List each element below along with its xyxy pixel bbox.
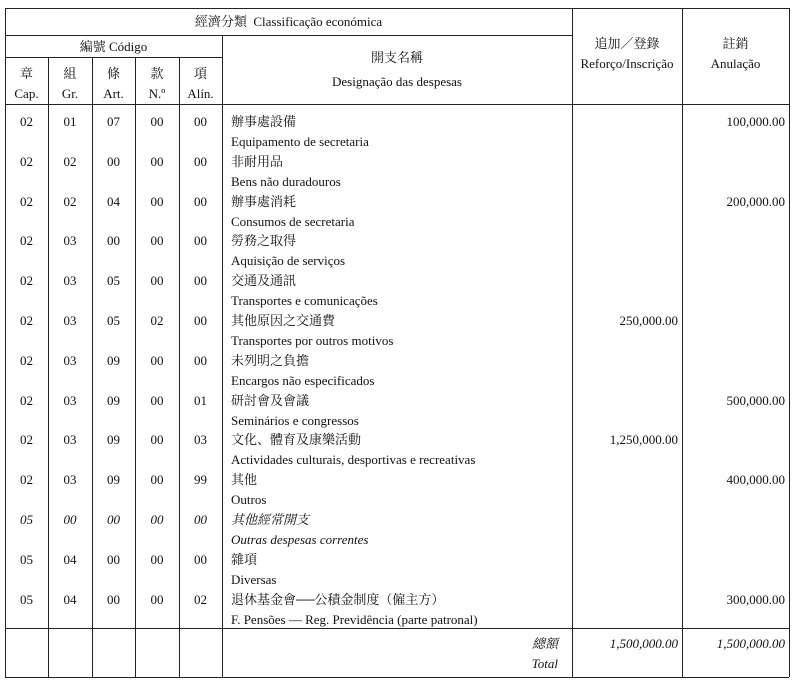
col-header-art	[92, 64, 135, 104]
grid-line	[5, 8, 789, 9]
col-header-pt: Art.	[103, 86, 124, 101]
code-cell: 02	[63, 153, 77, 169]
designation-pt: Outros	[231, 492, 267, 508]
grid-line	[5, 104, 789, 105]
code-cell: 09	[107, 392, 120, 408]
code-cell: 03	[63, 233, 77, 249]
economic-classification-header	[5, 14, 572, 30]
code-cell: 02	[20, 352, 33, 368]
code-cell: 00	[150, 153, 164, 169]
designation-pt: Aquisição de serviços	[231, 253, 346, 269]
designation-zh: 研討會及會議	[231, 392, 310, 408]
col-header-pt: Cap.	[14, 86, 39, 101]
designation-cell	[231, 470, 266, 510]
code-cell: 03	[63, 273, 77, 289]
designation-pt: F. Pensões — Reg. Previdência (parte patronal)	[231, 611, 478, 627]
designation-cell	[231, 351, 374, 391]
grid-line	[572, 8, 573, 677]
col-header-zh: 章	[19, 66, 33, 81]
grid-line	[5, 8, 6, 677]
code-cell: 04	[63, 551, 77, 567]
code-cell: 02	[20, 114, 33, 129]
code-cell: 02	[20, 392, 33, 408]
anulacao-cell: 300,000.00	[726, 591, 785, 607]
anulacao-cell: 100,000.00	[726, 114, 785, 129]
code-cell: 02	[20, 273, 33, 289]
code-pt: Código	[108, 39, 148, 54]
code-cell: 02	[194, 591, 207, 607]
code-cell: 00	[194, 551, 207, 567]
designation-pt: Transportes e comunicações	[231, 293, 378, 309]
code-cell: 99	[194, 472, 207, 488]
designation-zh: 退休基金會──公積金制度（僱主方）	[231, 591, 445, 607]
col-header-pt: Gr.	[61, 86, 79, 101]
designation-pt: Consumos de secretaria	[231, 213, 355, 229]
grid-line	[5, 57, 222, 58]
reforco-pt: Reforço/Inscrição	[580, 56, 674, 71]
anulacao-cell: 500,000.00	[726, 392, 785, 408]
code-cell: 09	[107, 352, 120, 368]
anulacao-cell: 400,000.00	[726, 472, 785, 488]
reforco-cell: 1,250,000.00	[609, 432, 678, 448]
code-cell: 01	[194, 392, 207, 408]
code-cell: 02	[20, 313, 33, 328]
code-cell: 03	[63, 392, 77, 408]
code-cell: 03	[63, 313, 77, 328]
code-cell: 03	[194, 432, 207, 448]
code-cell: 00	[107, 551, 120, 567]
code-cell: 03	[63, 472, 77, 488]
code-cell: 00	[194, 233, 207, 249]
col-header-zh: 條	[106, 66, 120, 81]
code-cell: 00	[194, 352, 207, 368]
code-cell: 07	[107, 114, 120, 129]
code-cell: 02	[20, 193, 33, 209]
code-header	[5, 39, 222, 55]
code-cell: 01	[63, 114, 77, 129]
code-cell: 00	[107, 591, 120, 607]
code-cell: 05	[20, 591, 33, 607]
code-cell: 02	[63, 193, 77, 209]
reforco-cell: 250,000.00	[619, 313, 678, 328]
designation-cell	[231, 152, 341, 192]
designation-pt: Designação das despesas	[332, 74, 462, 89]
designation-cell	[231, 550, 277, 590]
designation-zh: 其他經常開支	[231, 512, 310, 527]
designation-pt: Actividades culturais, desportivas e recreativas	[231, 452, 476, 468]
reforco-header	[572, 34, 682, 74]
designation-zh: 雜項	[231, 551, 258, 567]
code-cell: 02	[20, 472, 33, 488]
designation-pt: Transportes por outros motivos	[231, 333, 394, 348]
designation-zh: 其他原因之交通費	[231, 313, 336, 328]
code-cell: 05	[107, 313, 120, 328]
code-cell: 05	[20, 551, 33, 567]
total-anulacao: 1,500,000.00	[716, 636, 785, 651]
grid-line	[789, 8, 790, 677]
anulacao-pt: Anulação	[710, 56, 761, 71]
code-cell: 00	[150, 273, 164, 289]
designation-cell	[231, 192, 354, 232]
total-reforco: 1,500,000.00	[609, 636, 678, 651]
code-cell: 02	[20, 432, 33, 448]
designation-zh: 辦事處設備	[231, 114, 297, 129]
code-cell: 04	[63, 591, 77, 607]
code-cell: 00	[107, 153, 120, 169]
anulacao-zh: 註銷	[722, 36, 749, 51]
designation-cell	[231, 510, 368, 550]
designation-pt: Diversas	[231, 571, 277, 587]
code-cell: 00	[150, 193, 164, 209]
total-label	[222, 634, 558, 674]
designation-cell	[231, 590, 478, 630]
col-header-zh: 項	[193, 66, 207, 81]
col-header-num	[135, 64, 179, 104]
col-header-gr	[48, 64, 92, 104]
designation-zh: 其他	[231, 472, 258, 488]
code-cell: 00	[150, 551, 164, 567]
col-header-pt: N.º	[148, 86, 166, 101]
anulacao-cell: 200,000.00	[726, 193, 785, 209]
col-header-cap	[5, 64, 48, 104]
code-cell: 02	[20, 153, 33, 169]
code-zh: 編號	[79, 39, 106, 54]
code-cell: 00	[150, 233, 164, 249]
designation-zh: 開支名稱	[370, 50, 423, 65]
code-cell: 00	[150, 472, 164, 488]
designation-zh: 勞務之取得	[231, 233, 297, 249]
designation-pt: Outras despesas correntes	[231, 532, 369, 547]
code-cell: 00	[63, 512, 77, 527]
code-cell: 02	[20, 233, 33, 249]
designation-pt: Equipamento de secretaria	[231, 134, 369, 149]
code-cell: 00	[150, 392, 164, 408]
code-cell: 03	[63, 432, 77, 448]
designation-zh: 未列明之負擔	[231, 352, 310, 368]
code-cell: 00	[107, 512, 120, 527]
designation-cell	[231, 112, 369, 152]
code-cell: 02	[150, 313, 164, 328]
code-cell: 00	[194, 512, 207, 527]
designation-header	[222, 46, 572, 94]
designation-cell	[231, 231, 345, 271]
grid-line	[682, 8, 683, 677]
code-cell: 00	[150, 591, 164, 607]
code-cell: 00	[150, 352, 164, 368]
col-header-pt: Alín.	[187, 86, 214, 101]
designation-zh: 交通及通訊	[231, 273, 297, 289]
code-cell: 00	[194, 114, 207, 129]
code-cell: 04	[107, 193, 120, 209]
code-cell: 09	[107, 432, 120, 448]
anulacao-header	[682, 34, 789, 74]
designation-zh: 辦事處消耗	[231, 193, 297, 209]
code-cell: 00	[107, 233, 120, 249]
code-cell: 00	[150, 432, 164, 448]
code-cell: 00	[194, 153, 207, 169]
code-cell: 09	[107, 472, 120, 488]
designation-pt: Seminários e congressos	[231, 412, 359, 428]
designation-zh: 文化、體育及康樂活動	[231, 432, 362, 448]
designation-cell	[231, 430, 475, 470]
designation-pt: Encargos não especificados	[231, 372, 375, 388]
grid-line	[222, 35, 223, 677]
economic-classification-pt: Classificação económica	[253, 14, 383, 29]
code-cell: 00	[194, 273, 207, 289]
reforco-zh: 追加／登錄	[594, 36, 660, 51]
col-header-zh: 款	[150, 66, 164, 81]
code-cell: 00	[150, 114, 164, 129]
designation-pt: Bens não duradouros	[231, 173, 341, 189]
code-cell: 00	[194, 193, 207, 209]
grid-line	[5, 35, 572, 36]
economic-classification-zh: 經濟分類	[194, 14, 247, 29]
designation-zh: 非耐用品	[231, 153, 284, 169]
code-cell: 00	[194, 313, 207, 328]
designation-cell	[231, 271, 378, 311]
designation-cell	[231, 311, 393, 351]
code-cell: 05	[107, 273, 120, 289]
col-header-zh: 組	[63, 66, 77, 81]
code-cell: 00	[150, 512, 164, 527]
total-zh: 總額	[531, 636, 558, 651]
designation-cell	[231, 391, 359, 431]
grid-line	[5, 677, 789, 678]
col-header-alin	[179, 64, 222, 104]
code-cell: 03	[63, 352, 77, 368]
total-pt: Total	[531, 656, 558, 671]
code-cell: 05	[20, 512, 33, 527]
